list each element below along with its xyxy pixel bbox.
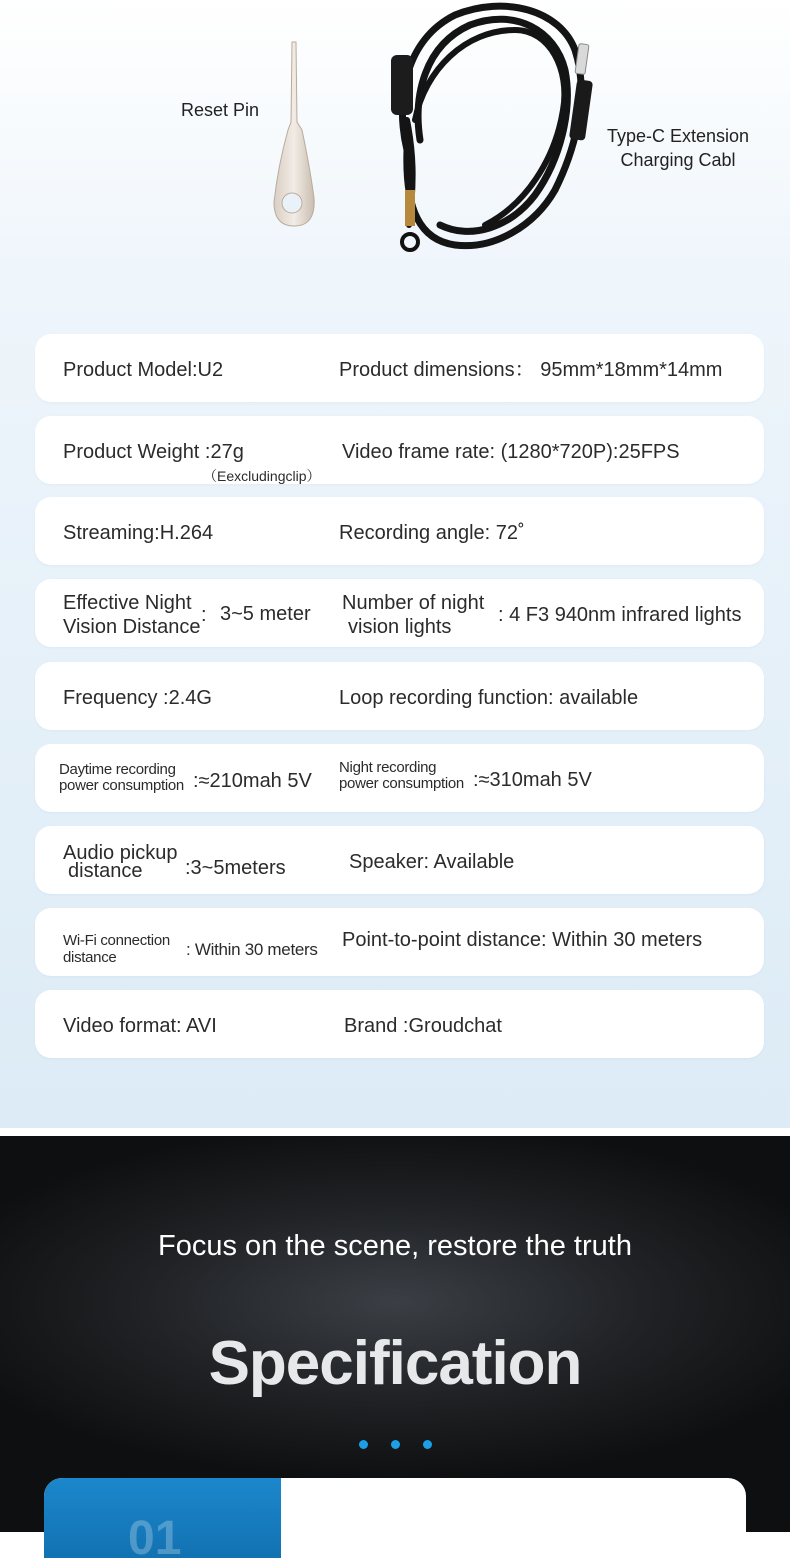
spec-p2p: Point-to-point distance: Within 30 meters [342,929,703,951]
spec-row-frequency [35,662,764,730]
spec-row-format [35,990,764,1058]
reset-pin-image [268,38,322,230]
spec-angle: Recording angle: 72˚ [339,522,525,544]
banner-tagline: Focus on the scene, restore the truth [158,1230,632,1262]
spec-weight: Product Weight :27g [63,441,244,463]
spec-night-lights-value: : 4 F3 940nm infrared lights [498,604,742,626]
spec-weight-note: （Eexcludingclip） [203,468,321,484]
spec-audio-value: :3~5meters [185,857,286,879]
spec-card [44,1478,746,1565]
section-divider [0,1128,790,1136]
banner-heading: Specification [208,1329,582,1398]
spec-row-streaming [35,497,764,565]
spec-night-power-value: :≈310mah 5V [473,769,592,791]
reset-pin-label: Reset Pin [180,100,260,120]
spec-dimensions: Product dimensions： 95mm*18mm*14mm [339,359,723,381]
cable-label-line2: Charging Cabl [620,150,736,170]
spec-wifi-label-2: distance [63,949,117,966]
spec-wifi-label-1: Wi-Fi connection [63,932,170,949]
spec-row-power [35,744,764,812]
spec-row-weight [35,416,764,484]
spec-loop: Loop recording function: available [339,687,639,709]
spec-card-number: 01 [128,1512,182,1565]
spec-day-power-label-2: power consumption [59,777,184,794]
spec-row-model [35,334,764,402]
spec-day-power-value: :≈210mah 5V [193,770,312,792]
spec-night-vision-label-2: Vision Distance [63,616,201,638]
cable-label-line1: Type-C Extension [606,126,750,146]
spec-day-power-label-1: Daytime recording [59,761,176,778]
spec-night-lights-label-1: Number of night [342,592,485,614]
spec-audio-label-2: distance [68,860,143,882]
type-c-cable-image [385,0,605,265]
spec-frequency: Frequency :2.4G [63,687,212,709]
spec-row-night-vision [35,579,764,647]
spec-streaming: Streaming:H.264 [63,522,214,544]
spec-card-number-tab [44,1478,281,1565]
spec-wifi-value: : Within 30 meters [186,940,318,959]
spec-format: Video format: AVI [63,1015,217,1037]
specification-banner [0,1136,790,1565]
spec-frame-rate: Video frame rate: (1280*720P):25FPS [342,441,680,463]
spec-night-power-label-1: Night recording [339,759,437,776]
spec-night-vision-value: 3~5 meter [220,603,311,625]
spec-night-vision-label-1: Effective Night [63,592,192,614]
spec-speaker: Speaker: Available [349,851,515,873]
spec-row-wifi [35,908,764,976]
spec-night-power-label-2: power consumption [339,775,464,792]
spec-row-audio [35,826,764,894]
spec-audio-label-1: Audio pickup [63,842,178,864]
carousel-dot-1[interactable] [359,1440,368,1449]
spec-night-vision-sep: : [201,604,207,626]
spec-brand: Brand :Groudchat [344,1015,502,1037]
carousel-dot-3[interactable] [423,1440,432,1449]
spec-model: Product Model:U2 [63,359,224,381]
spec-night-lights-label-2: vision lights [348,616,452,638]
carousel-dot-2[interactable] [391,1440,400,1449]
